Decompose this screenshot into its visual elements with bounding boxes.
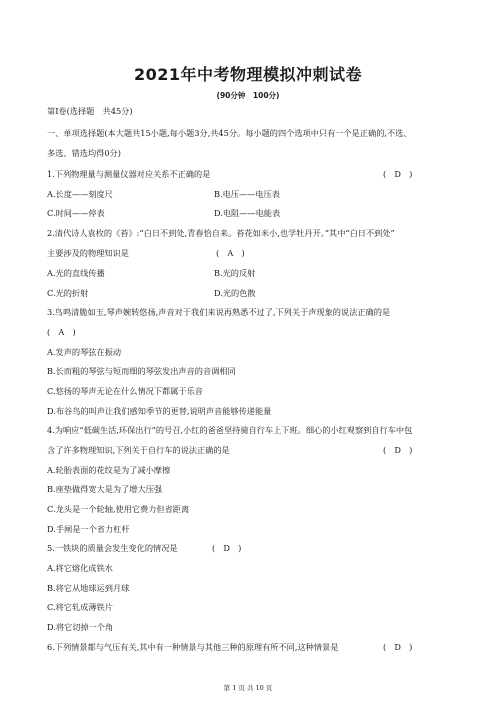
question-4-stem-line-2: 含了许多物理知识,下列关于自行车的说法正确的是: [47, 445, 230, 455]
question-5-answer: ( D ): [212, 543, 242, 553]
page-title: 2021年中考物理模拟冲刺试卷: [133, 65, 363, 84]
question-2-option-c: C.光的折射: [47, 288, 89, 298]
question-3-option-d: D.布谷鸟的叫声让我们感知季节的更替,说明声音能够传递能量: [47, 406, 272, 416]
question-1-option-a: A.长度——刻度尺: [47, 189, 113, 199]
question-1-option-b: B.电压——电压表: [214, 189, 280, 199]
question-6-stem: 6.下列情景都与气压有关,其中有一种情景与其他三种的原理有所不同,这种情景是: [47, 642, 339, 652]
page-footer: 第 1 页 共 10 页: [223, 684, 273, 692]
question-5-option-a: A.将它熔化成铁水: [47, 563, 113, 573]
question-4-option-d: D.手闸是一个省力杠杆: [47, 524, 130, 534]
question-2-option-a: A.光的直线传播: [47, 268, 105, 278]
question-2-stem-line-2: 主要涉及的物理知识是: [47, 248, 129, 258]
question-5-stem: 5.一铁块的质量会发生变化的情况是: [47, 543, 178, 553]
question-5-option-b: B.将它从地球运到月球: [47, 583, 130, 593]
question-4-option-c: C.龙头是一个轮轴,使用它费力但省距离: [47, 504, 190, 514]
question-2-stem-line-1: 2.清代诗人袁枚的《苔》:“白日不到处,青春恰自来。苔花如米小,也学牡丹开。”其中“白日不到处”: [47, 228, 395, 238]
question-3-option-a: A.发声的琴弦在振动: [47, 347, 122, 357]
question-3-option-c: C.悠扬的琴声无论在什么情况下都属于乐音: [47, 386, 203, 396]
question-2-answer: ( A ): [216, 248, 245, 258]
question-3-answer: ( A ): [47, 327, 76, 337]
instructions-line-1: 一、单项选择题(本大题共15小题,每小题3分,共45分。每小题的四个选项中只有一个是正确的,不选、: [47, 128, 412, 138]
question-4-option-b: B.座垫做得宽大是为了增大压强: [47, 484, 163, 494]
question-6-answer: ( D ): [383, 642, 413, 652]
question-1-option-c: C.时间——停表: [47, 208, 105, 218]
instructions-line-2: 多选、错选均得0分): [47, 148, 121, 158]
page-subtitle: (90分钟 100分): [216, 91, 280, 100]
question-1-option-d: D.电阻——电能表: [214, 208, 281, 218]
question-4-option-a: A.轮胎表面的花纹是为了减小摩擦: [47, 465, 171, 475]
question-4-stem-line-1: 4.为响应“低碳生活,环保出行”的号召,小红的爸爸坚持骑自行车上下班。细心的小红观察到自行车中包: [47, 425, 413, 435]
question-2-option-b: B.光的反射: [214, 268, 256, 278]
question-1-stem: 1.下列物理量与测量仪器对应关系不正确的是: [47, 169, 211, 179]
question-4-answer: ( D ): [383, 445, 413, 455]
question-5-option-c: C.将它轧成薄铁片: [47, 602, 113, 612]
question-1-answer: ( D ): [383, 169, 413, 179]
question-3-stem: 3.鸟鸣清脆如玉,琴声婉转悠扬,声音对于我们来说再熟悉不过了,下列关于声现象的说法正确的是: [47, 307, 391, 317]
question-2-option-d: D.光的色散: [214, 288, 256, 298]
section-heading: 第Ⅰ卷(选择题 共45分): [47, 106, 133, 116]
question-3-option-b: B.长而粗的琴弦与短而细的琴弦发出声音的音调相同: [47, 366, 236, 376]
question-5-option-d: D.将它切掉一个角: [47, 622, 114, 632]
